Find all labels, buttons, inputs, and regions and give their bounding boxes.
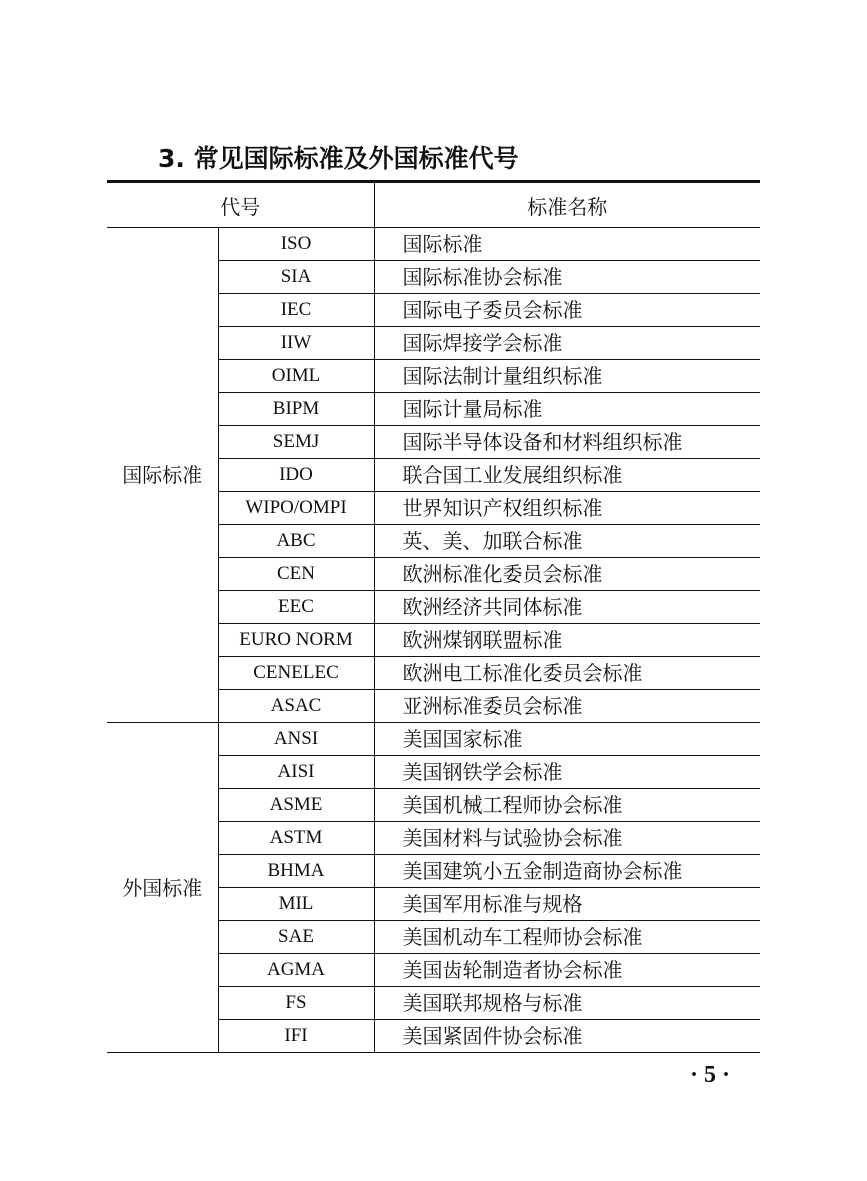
- standard-code: SEMJ: [218, 426, 374, 459]
- standard-name: 亚洲标准委员会标准: [374, 690, 760, 723]
- standard-name: 联合国工业发展组织标准: [374, 459, 760, 492]
- standard-name: 美国钢铁学会标准: [374, 756, 760, 789]
- standard-code: SIA: [218, 261, 374, 294]
- standard-code: ASAC: [218, 690, 374, 723]
- standard-code: IFI: [218, 1020, 374, 1053]
- table-row: [107, 228, 760, 261]
- standard-name: 国际标准协会标准: [374, 261, 760, 294]
- standard-name: 国际标准: [374, 228, 760, 261]
- standard-code: ASTM: [218, 822, 374, 855]
- standard-code: ASME: [218, 789, 374, 822]
- standard-name: 世界知识产权组织标准: [374, 492, 760, 525]
- standard-code: CENELEC: [218, 657, 374, 690]
- standard-code: IDO: [218, 459, 374, 492]
- standard-code: AISI: [218, 756, 374, 789]
- standard-name: 欧洲标准化委员会标准: [374, 558, 760, 591]
- header-code: 代号: [107, 182, 374, 228]
- standard-name: 国际电子委员会标准: [374, 294, 760, 327]
- standard-code: IIW: [218, 327, 374, 360]
- table-row: [107, 723, 760, 756]
- standard-name: 欧洲电工标准化委员会标准: [374, 657, 760, 690]
- standard-code: ABC: [218, 525, 374, 558]
- category-cell: 外国标准: [107, 723, 218, 1053]
- standard-name: 美国联邦规格与标准: [374, 987, 760, 1020]
- standard-name: 国际法制计量组织标准: [374, 360, 760, 393]
- standard-code: OIML: [218, 360, 374, 393]
- standard-name: 美国材料与试验协会标准: [374, 822, 760, 855]
- standard-code: ISO: [218, 228, 374, 261]
- standard-name: 英、美、加联合标准: [374, 525, 760, 558]
- standard-name: 国际焊接学会标准: [374, 327, 760, 360]
- standard-code: BHMA: [218, 855, 374, 888]
- standard-name: 欧洲煤钢联盟标准: [374, 624, 760, 657]
- standard-name: 国际计量局标准: [374, 393, 760, 426]
- page-number: · 5 ·: [690, 1062, 731, 1088]
- standard-name: 欧洲经济共同体标准: [374, 591, 760, 624]
- standard-code: FS: [218, 987, 374, 1020]
- standard-name: 美国国家标准: [374, 723, 760, 756]
- standard-name: 美国机动车工程师协会标准: [374, 921, 760, 954]
- standard-code: ANSI: [218, 723, 374, 756]
- standard-code: WIPO/OMPI: [218, 492, 374, 525]
- standard-code: SAE: [218, 921, 374, 954]
- header-name: 标准名称: [374, 182, 760, 228]
- standard-name: 美国紧固件协会标准: [402, 1024, 583, 1048]
- standard-name: 美国齿轮制造者协会标准: [374, 954, 760, 987]
- standard-code: IEC: [218, 294, 374, 327]
- standard-name: 美国机械工程师协会标准: [374, 789, 760, 822]
- section-title: 3. 常见国际标准及外国标准代号: [158, 144, 519, 173]
- standard-code: BIPM: [218, 393, 374, 426]
- standards-code-table: [107, 180, 760, 1053]
- standard-name: 美国建筑小五金制造商协会标准: [374, 855, 760, 888]
- standard-code: EURO NORM: [218, 624, 374, 657]
- category-cell: 国际标准: [107, 228, 218, 723]
- standard-code: MIL: [218, 888, 374, 921]
- standard-name: 国际半导体设备和材料组织标准: [374, 426, 760, 459]
- standard-code: AGMA: [218, 954, 374, 987]
- table-header-row: [107, 182, 760, 228]
- standard-code: CEN: [218, 558, 374, 591]
- table-body: [107, 228, 760, 1053]
- standard-code: EEC: [218, 591, 374, 624]
- standard-name: 美国军用标准与规格: [374, 888, 760, 921]
